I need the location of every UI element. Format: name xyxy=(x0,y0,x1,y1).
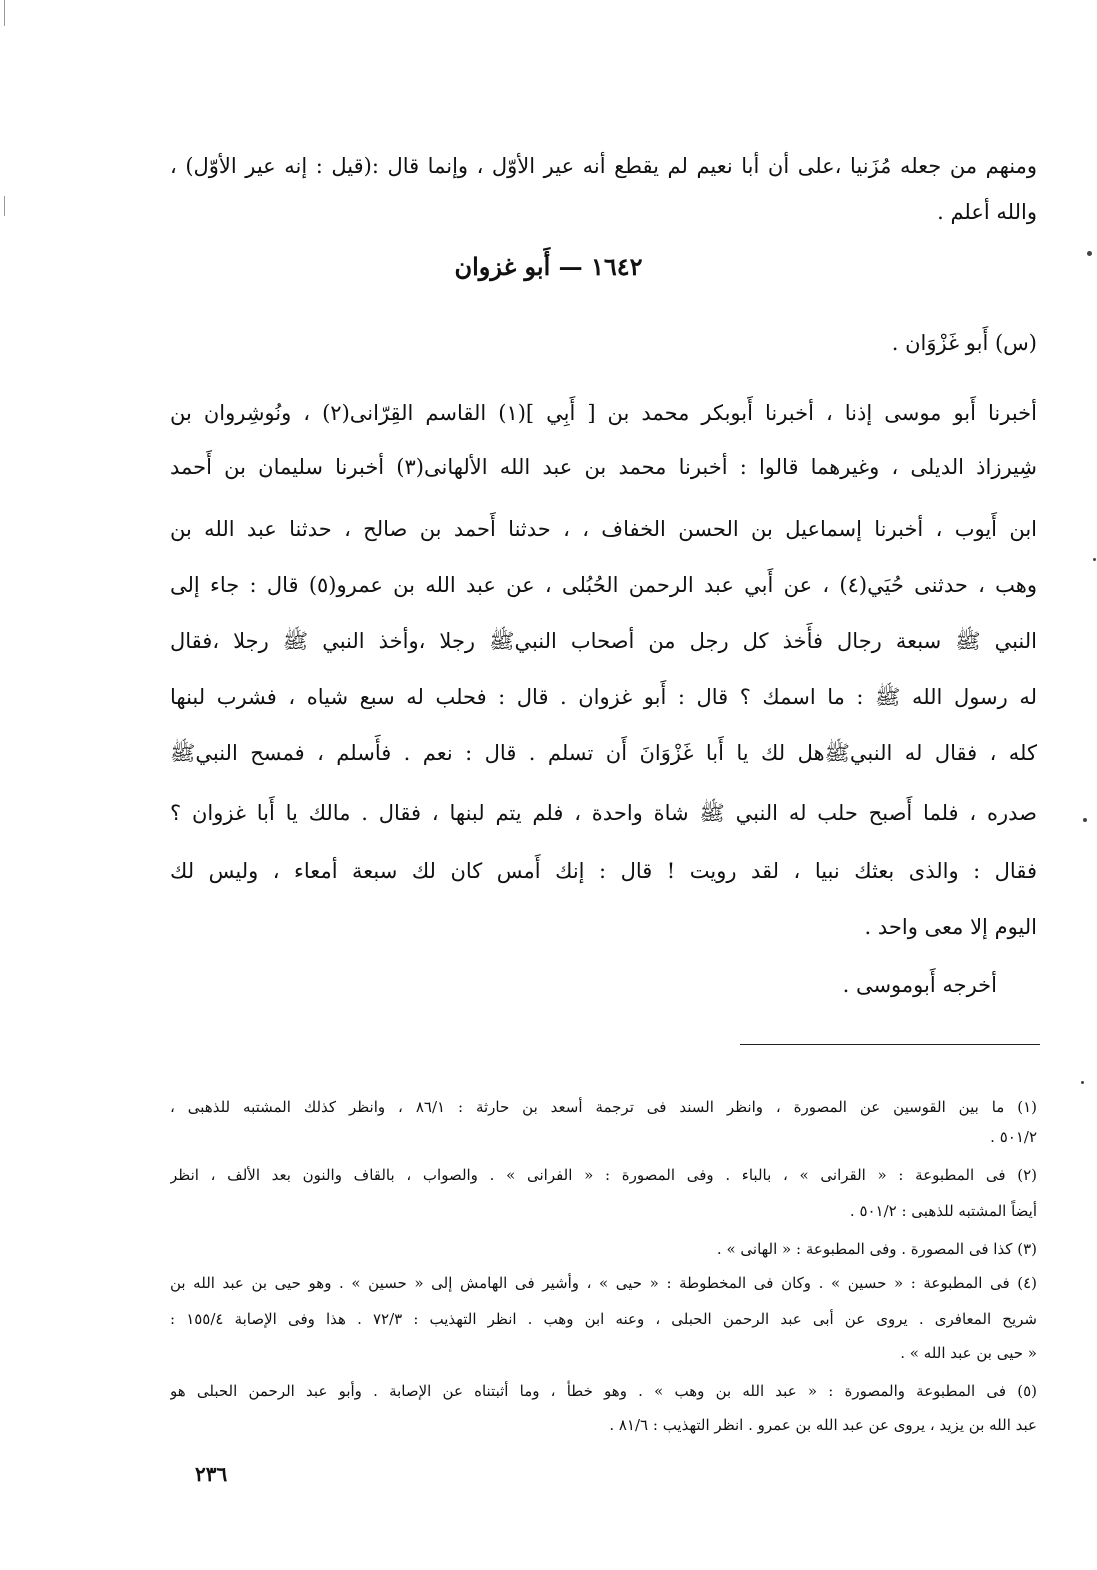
body-line: اليوم إلا معى واحد . xyxy=(864,915,1037,939)
footnote-5-line-2: عبد الله بن يزيد ، يروى عن عبد الله بن عمرو . انظر التهذيب : ٨١/٦ . xyxy=(609,1416,1037,1434)
footnote-5-line-1: (٥) فى المطبوعة والمصورة : « عبد الله بن وهب » . وهو خطأ ، وما أثبتناه عن الإصابة . وأبو عبد الرحمن الحبلى هو xyxy=(170,1382,1037,1400)
body-line: وهب ، حدثنى حُيَي(٤) ، عن أَبي عبد الرحمن الحُبُلى ، عن عبد الله بن عمرو(٥) قال : جاء إلى xyxy=(170,573,1037,597)
footnote-4-line-3: « حيى بن عبد الله » . xyxy=(900,1344,1037,1362)
scan-speck xyxy=(1093,558,1096,561)
scan-speck xyxy=(1083,818,1087,822)
scan-edge-mark xyxy=(4,0,5,26)
footnote-4-line-1: (٤) فى المطبوعة : « حسين » . وكان فى المخطوطة : « حيى » ، وأشير فى الهامش إلى « حسين » . وهو حيى بن عبد الله بن xyxy=(170,1274,1037,1292)
body-line: صدره ، فلما أَصبح حلب له النبي ﷺ شاة واحدة ، فلم يتم لبنها ، فقال . مالك يا أَبا غزوان ؟ xyxy=(170,801,1037,825)
scan-speck xyxy=(1081,1081,1084,1084)
footnote-2-line-1: (٢) فى المطبوعة : « القرانى » ، بالباء . وفى المصورة : « الفرانى » . والصواب ، بالقاف والنون بعد الألف ، انظر xyxy=(170,1166,1037,1184)
footnote-1-line-1: (١) ما بين القوسين عن المصورة ، وانظر السند فى ترجمة أسعد بن حارثة : ٨٦/١ ، وانظر كذلك المشتبه للذهبى ، xyxy=(170,1098,1037,1116)
entry-title: ١٦٤٢ — أَبو غزوان xyxy=(454,252,643,281)
body-line: النبي ﷺ سبعة رجال فأَخذ كل رجل من أصحاب النبيﷺ رجلا ،وأخذ النبي ﷺ رجلا ،فقال xyxy=(170,629,1037,653)
scan-edge-mark xyxy=(4,196,5,216)
intro-line-1: ومنهم من جعله مُزَنيا ،على أن أبا نعيم لم يقطع أنه عير الأوّل ، وإنما قال :(قيل : إنه عير الأوّل) ، xyxy=(170,154,1037,178)
footnote-2-line-2: أيضاً المشتبه للذهبى : ٥٠١/٢ . xyxy=(849,1202,1037,1220)
entry-label: (س) أَبو غَزْوَان . xyxy=(891,331,1037,355)
attribution: أخرجه أَبوموسى . xyxy=(842,973,997,997)
body-line: شِيرزاذ الديلى ، وغيرهما قالوا : أخبرنا محمد بن عبد الله الألهانى(٣) أخبرنا سليمان بن أَحمد xyxy=(170,455,1037,479)
body-line: أخبرنا أَبو موسى إذنا ، أخبرنا أَبوبكر محمد بن [ أَبِي ](١) القاسم القِرّانى(٢) ، ونُوشِروان بن xyxy=(170,401,1037,425)
body-line: فقال : والذى بعثك نبيا ، لقد رويت ! قال : إنك أَمس كان لك سبعة أمعاء ، وليس لك xyxy=(170,859,1037,883)
body-line: له رسول الله ﷺ : ما اسمك ؟ قال : أَبو غزوان . قال : فحلب له سبع شياه ، فشرب لبنها xyxy=(170,685,1037,709)
footnote-1-line-2: ٥٠١/٢ . xyxy=(990,1128,1037,1146)
body-line: كله ، فقال له النبيﷺهل لك يا أَبا غَزْوَانَ أَن تسلم . قال : نعم . فأَسلم ، فمسح النبيﷺ xyxy=(170,741,1037,765)
footnote-4-line-2: شريح المعافرى . يروى عن أبى عبد الرحمن الحبلى ، وعنه ابن وهب . انظر التهذيب : ٧٢/٣ . هذا وفى الإصابة ١٥٥/٤ : xyxy=(170,1310,1037,1328)
footnote-separator xyxy=(740,1044,1040,1045)
body-line: ابن أَيوب ، أخبرنا إسماعيل بن الحسن الخفاف ، ، حدثنا أَحمد بن صالح ، حدثنا عبد الله بن xyxy=(170,517,1037,541)
footnote-3-line-1: (٣) كذا فى المصورة . وفى المطبوعة : « الهانى » . xyxy=(716,1240,1037,1258)
intro-line-2: والله أعلم . xyxy=(937,200,1037,224)
page-number: ٢٣٦ xyxy=(195,1462,228,1486)
